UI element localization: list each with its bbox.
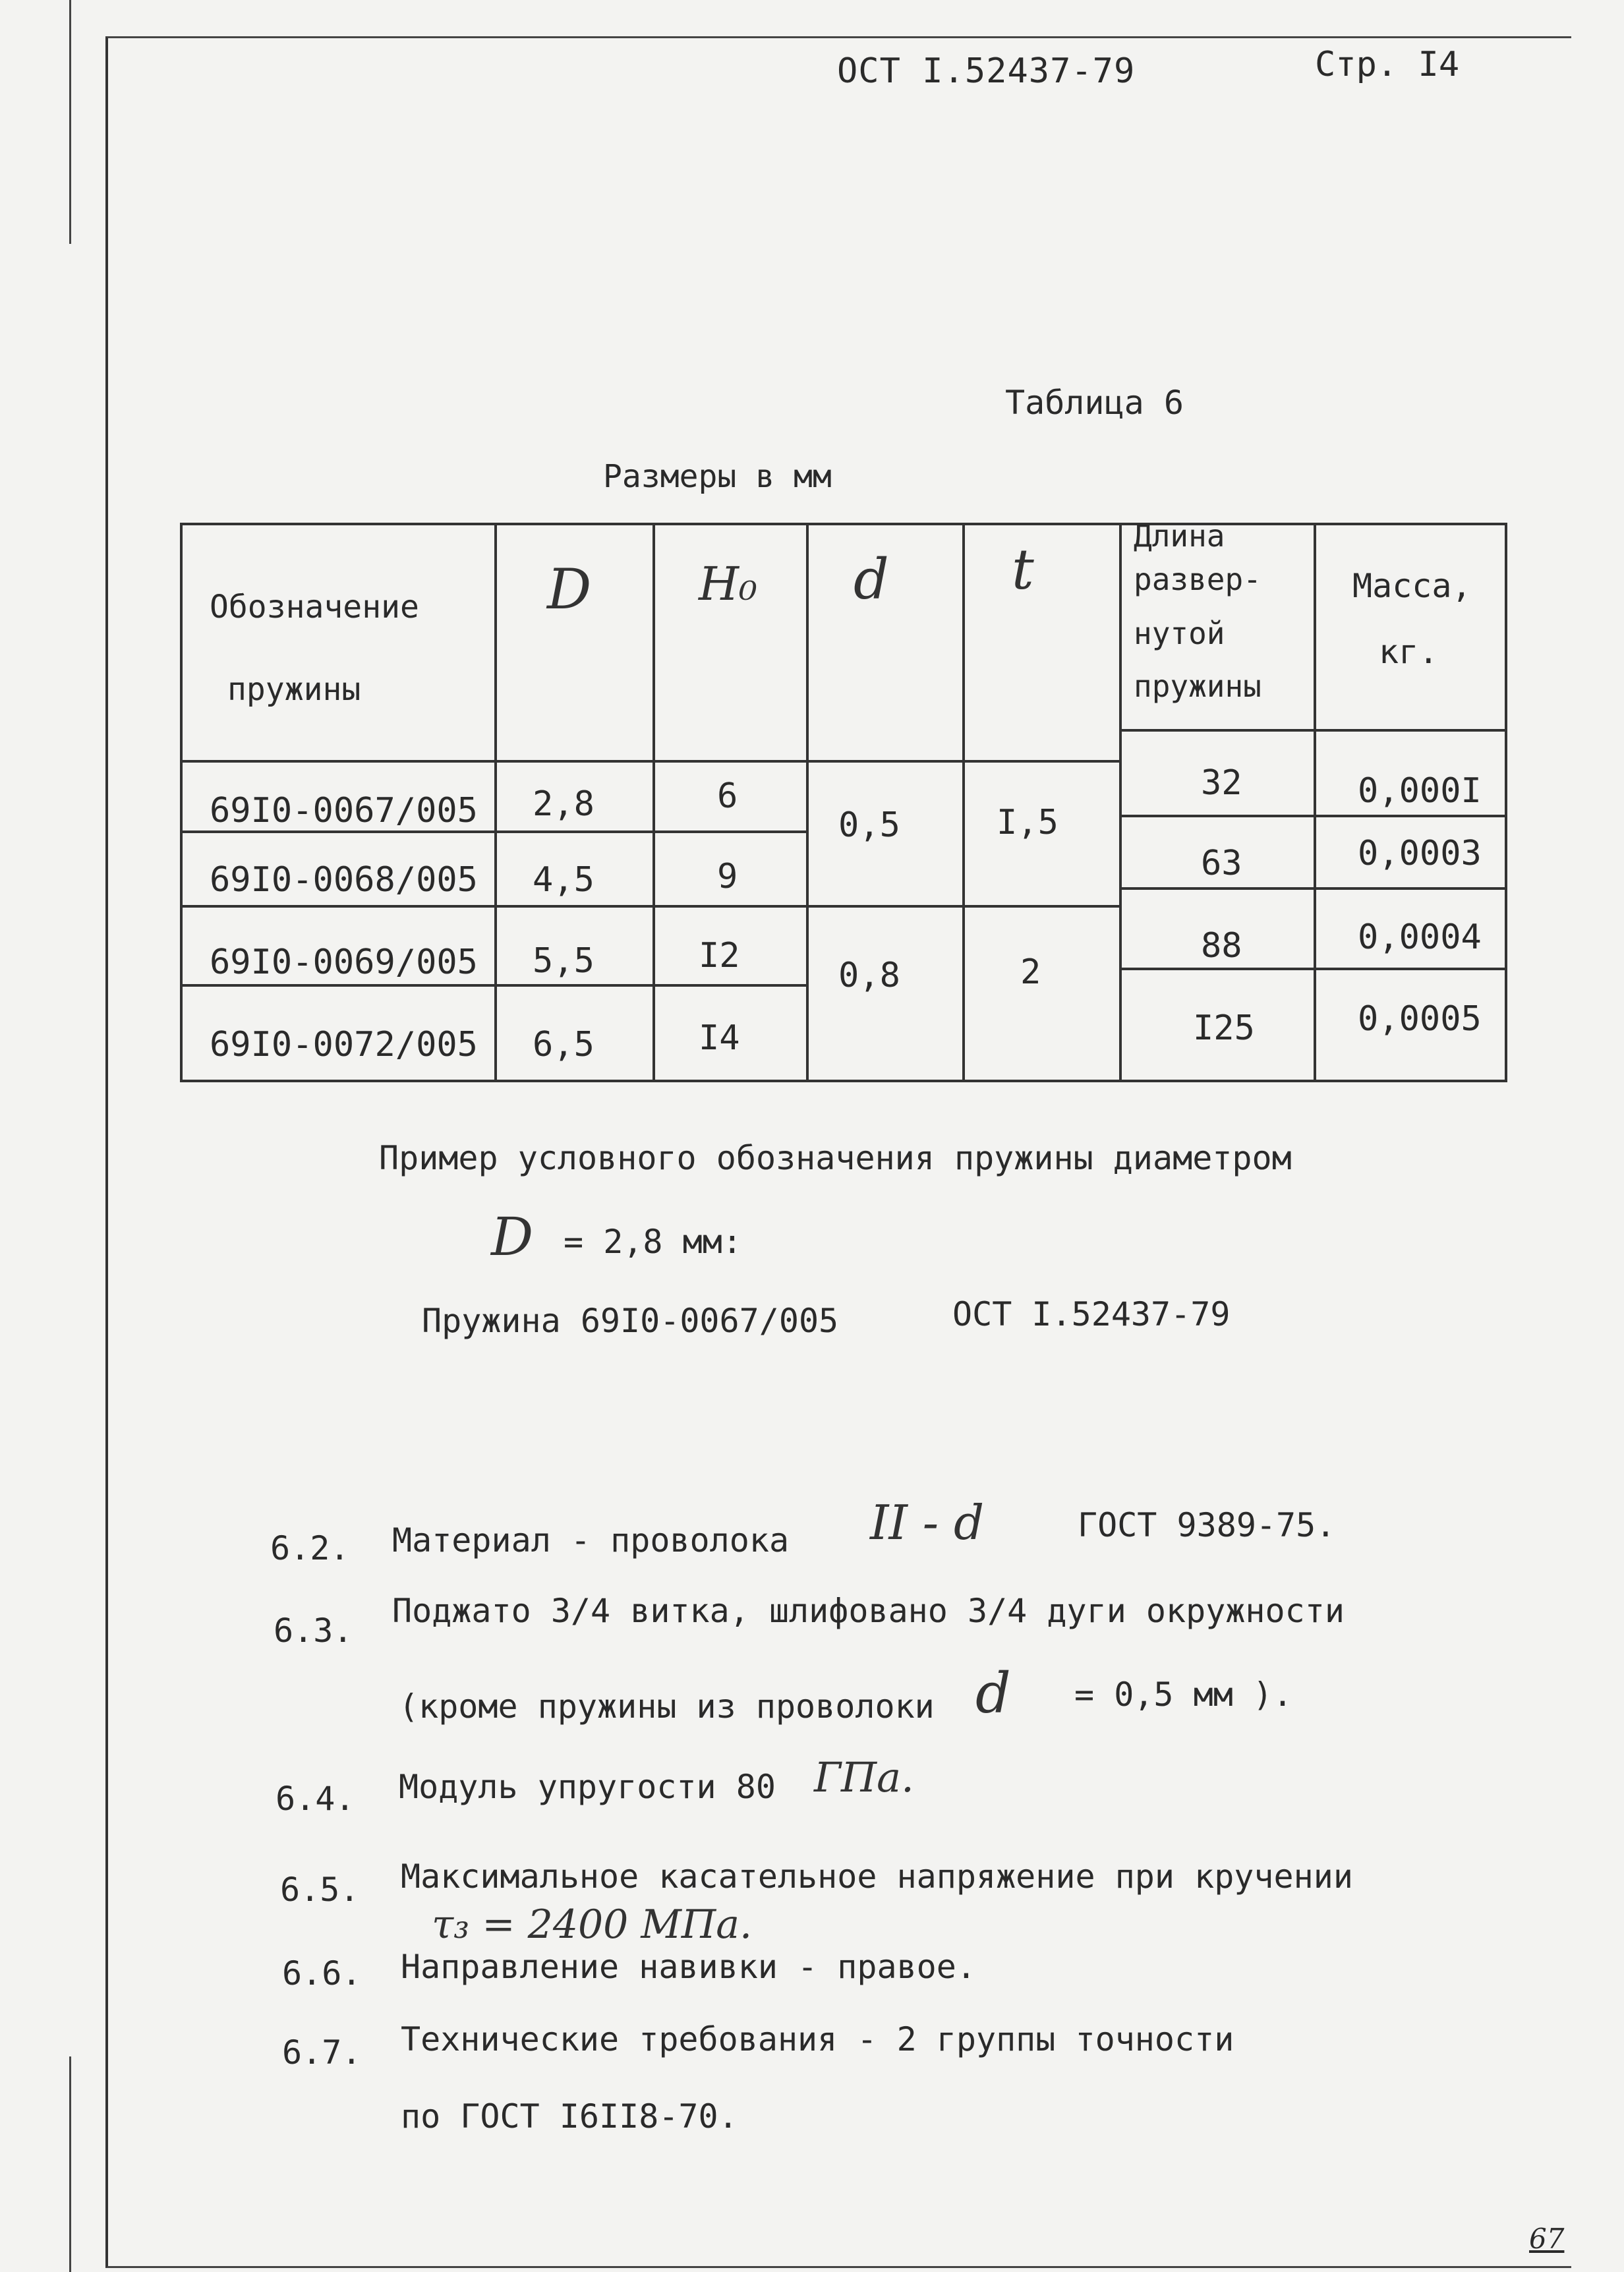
section-6-2-num: 6.2. [270, 1529, 350, 1567]
header-H0: H₀ [699, 557, 758, 611]
row1-length: 32 [1201, 763, 1242, 803]
row4-designation: 69I0-0072/005 [210, 1025, 478, 1064]
row3-mass: 0,0004 [1358, 918, 1482, 957]
row4-H0: I4 [699, 1018, 740, 1058]
section-6-5-num: 6.5. [280, 1871, 360, 1909]
section-6-3-cont-post: = 0,5 мм ). [1074, 1675, 1293, 1714]
header-standard-code: ОСТ I.52437-79 [837, 51, 1136, 91]
row4-D: 6,5 [533, 1025, 594, 1064]
header-length-1: Длина [1134, 518, 1225, 554]
table-title: Таблица 6 [1005, 384, 1184, 422]
section-6-7-num: 6.7. [282, 2033, 362, 2072]
section-6-4-hand: ГПа. [814, 1753, 914, 1801]
example-line3-std: ОСТ I.52437-79 [952, 1295, 1231, 1333]
merged-d-2: 0,8 [838, 956, 900, 995]
header-d: d [854, 547, 889, 612]
section-6-7-text: Технические требования - 2 группы точности [401, 2020, 1234, 2058]
row3-length: 88 [1201, 926, 1242, 966]
section-6-2-text: Материал - проволока [392, 1521, 790, 1559]
example-line1: Пример условного обозначения пружины диаметром [379, 1139, 1292, 1177]
header-designation-1: Обозначение [210, 589, 419, 626]
row2-H0: 9 [717, 857, 738, 896]
header-mass-1: Масса, [1352, 567, 1472, 605]
row2-length: 63 [1201, 844, 1242, 883]
page-number: 67 [1529, 2223, 1565, 2255]
row1-mass: 0,000I [1358, 771, 1482, 811]
row4-length: I25 [1193, 1008, 1255, 1048]
section-6-4-text: Модуль упругости 80 [399, 1768, 776, 1806]
example-D-symbol: D [491, 1206, 534, 1267]
section-6-3-cont-hand: d [975, 1661, 1011, 1726]
merged-t-2: 2 [1020, 952, 1041, 992]
row2-mass: 0,0003 [1358, 834, 1482, 873]
header-length-3: нутой [1134, 616, 1225, 651]
header-mass-2: кг. [1379, 633, 1439, 671]
row1-H0: 6 [717, 776, 738, 816]
table-units: Размеры в мм [603, 458, 832, 495]
row2-designation: 69I0-0068/005 [210, 860, 478, 900]
merged-d-1: 0,5 [838, 805, 900, 845]
row3-H0: I2 [699, 936, 740, 976]
row3-designation: 69I0-0069/005 [210, 943, 478, 982]
example-line2: = 2,8 мм: [564, 1223, 742, 1261]
row2-D: 4,5 [533, 860, 594, 900]
section-6-3-cont-pre: (кроме пружины из проволоки [399, 1687, 935, 1726]
section-6-7-cont: по ГОСТ I6II8-70. [401, 2097, 738, 2136]
row4-mass: 0,0005 [1358, 999, 1482, 1039]
section-6-5-cont-hand: τ₃ = 2400 МПа. [432, 1902, 753, 1948]
section-6-6-num: 6.6. [282, 1954, 362, 1993]
example-line3-name: Пружина 69I0-0067/005 [422, 1302, 839, 1340]
section-6-6-text: Направление навивки - правое. [401, 1948, 976, 1986]
section-6-4-num: 6.4. [276, 1780, 355, 1818]
section-6-3-text: Поджато 3/4 витка, шлифовано 3/4 дуги окружности [392, 1592, 1345, 1630]
row3-D: 5,5 [533, 941, 594, 981]
header-D: D [547, 557, 592, 622]
header-t: t [1012, 537, 1034, 602]
merged-t-1: I,5 [997, 803, 1058, 842]
row1-designation: 69I0-0067/005 [210, 791, 478, 830]
header-page-label: Стр. I4 [1315, 45, 1460, 84]
section-6-2-hand: II - d [870, 1495, 985, 1550]
header-length-4: пружины [1134, 668, 1262, 704]
section-6-3-num: 6.3. [274, 1612, 353, 1650]
header-designation-2: пружины [227, 671, 361, 708]
section-6-5-text: Максимальное касательное напряжение при кручении [401, 1857, 1353, 1896]
section-6-2-text2: ГОСТ 9389-75. [1078, 1506, 1336, 1544]
row1-D: 2,8 [533, 784, 594, 824]
header-length-2: развер- [1134, 562, 1262, 597]
